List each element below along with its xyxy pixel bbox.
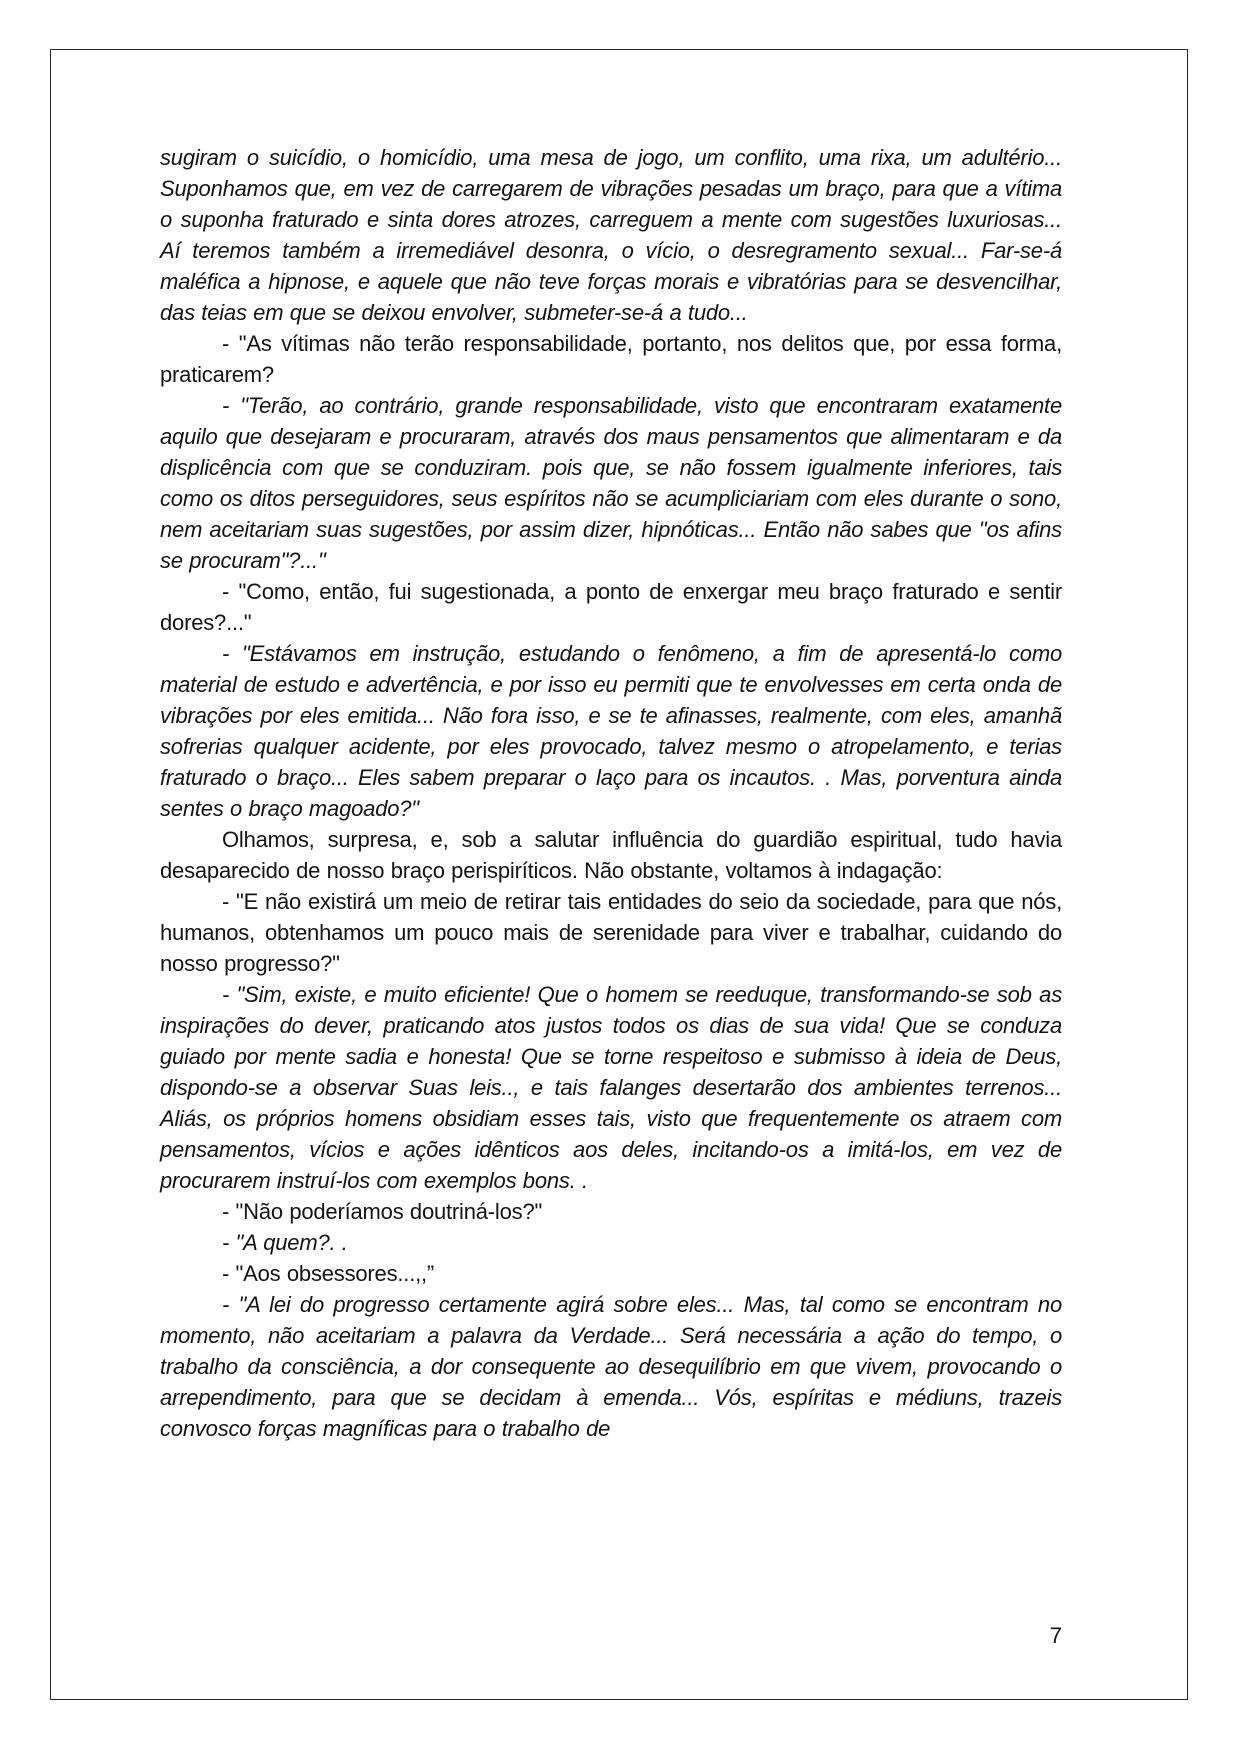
paragraph: - "A quem?. . xyxy=(222,1230,348,1255)
paragraph: - "Aos obsessores...,,” xyxy=(222,1261,435,1286)
text-block xyxy=(160,142,1062,1444)
paragraph: - "As vítimas não terão responsabilidade, portanto, nos delitos que, por essa forma, praticarem? xyxy=(160,331,1062,387)
paragraph: - "Não poderíamos doutriná-los?" xyxy=(222,1199,543,1224)
paragraph: - "Como, então, fui sugestionada, a ponto de enxergar meu braço fraturado e sentir dores?..." xyxy=(160,579,1062,635)
paragraph: Olhamos, surpresa, e, sob a salutar influência do guardião espiritual, tudo havia desaparecido de nosso braço perispiríticos. Não obstante, voltamos à indagação: xyxy=(160,827,1062,883)
paragraph: - "E não existirá um meio de retirar tais entidades do seio da sociedade, para que nós, humanos, obtenhamos um pouco mais de serenidade para viver e trabalhar, cuidando do nosso progresso?" xyxy=(160,889,1062,976)
paragraph: - "A lei do progresso certamente agirá sobre eles... Mas, tal como se encontram no momento, não aceitariam a palavra da Verdade... Será necessária a ação do tempo, o trabalho da consciência, a dor consequente ao desequilíbrio em que vivem, provocando o arrependimento, para que se decidam à emenda... Vós, espíritas e médiuns, trazeis convosco forças magníficas para o trabalho de xyxy=(160,1292,1062,1441)
page-number: 7 xyxy=(1049,1623,1062,1648)
paragraph: - "Terão, ao contrário, grande responsabilidade, visto que encontraram exatamente aquilo que desejaram e procuraram, através dos maus pensamentos que alimentaram e da displicência com que se conduziram. pois que, se não fossem igualmente inferiores, tais como os ditos perseguidores, seus espíritos não se acumpliciariam com eles durante o sono, nem aceitariam suas sugestões, por assim dizer, hipnóticas... Então não sabes que "os afins se procuram"?..." xyxy=(160,393,1062,573)
paragraph: sugiram o suicídio, o homicídio, uma mesa de jogo, um conflito, uma rixa, um adultério... Suponhamos que, em vez de carregarem de vibrações pesadas um braço, para que a vítima o suponha fraturado e sinta dores atrozes, carreguem a mente com sugestões luxuriosas... Aí teremos também a irremediável desonra, o vício, o desregramento sexual... Far-se-á maléfica a hipnose, e aquele que não teve forças morais e vibratórias para se desvencilhar, das teias em que se deixou envolver, submeter-se-á a tudo... xyxy=(160,145,1062,325)
paragraph: - "Sim, existe, e muito eficiente! Que o homem se reeduque, transformando-se sob as inspirações do dever, praticando atos justos todos os dias de sua vida! Que se conduza guiado por mente sadia e honesta! Que se torne respeitoso e submisso à ideia de Deus, dispondo-se a observar Suas leis.., e tais falanges desertarão dos ambientes terrenos... Aliás, os próprios homens obsidiam esses tais, visto que frequentemente os atraem com pensamentos, vícios e ações idênticos aos deles, incitando-os a imitá-los, em vez de procurarem instruí-los com exemplos bons. . xyxy=(160,982,1062,1193)
paragraph: - "Estávamos em instrução, estudando o fenômeno, a fim de apresentá-lo como material de estudo e advertência, e por isso eu permiti que te envolvesses em certa onda de vibrações por eles emitida... Não fora isso, e se te afinasses, realmente, com eles, amanhã sofrerias qualquer acidente, por eles provocado, talvez mesmo o atropelamento, e terias fraturado o braço... Eles sabem preparar o laço para os incautos. . Mas, porventura ainda sentes o braço magoado?" xyxy=(160,641,1062,821)
